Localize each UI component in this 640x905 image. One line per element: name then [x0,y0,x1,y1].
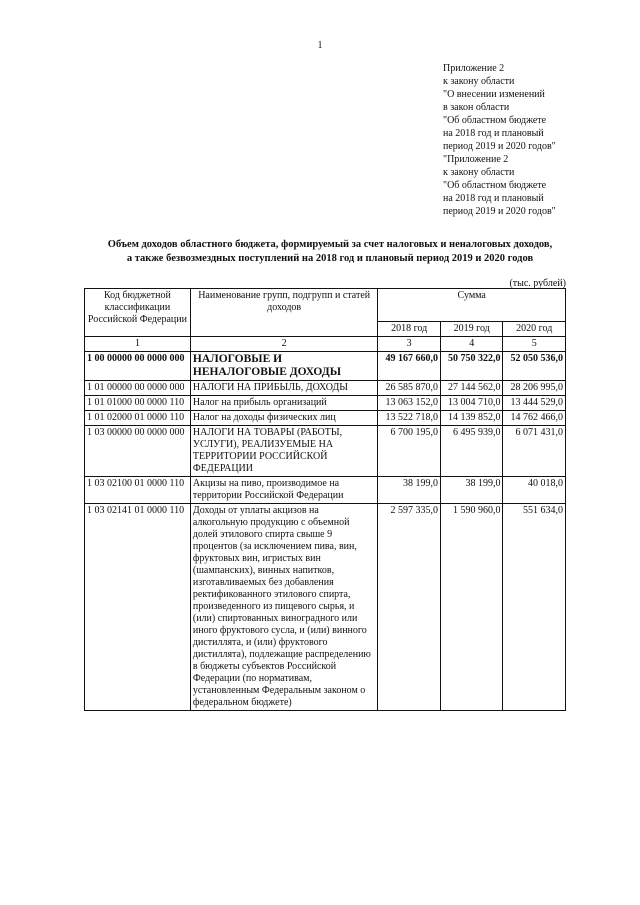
table-row [85,477,566,504]
appendix-line: к закону области [443,76,515,87]
appendix-line: "Об областном бюджете [443,180,547,191]
table-row [85,381,566,396]
row-value-2018: 2 597 335,0 [378,504,441,711]
appendix-line: период 2019 и 2020 годов" [443,141,556,152]
row-name: Доходы от уплаты акцизов на алкогольную продукцию с объемной долей этилового спирта свыше 9 процентов (за исключением пива, вин, фруктовых вин, игристых вин (шампанских), винных напитков, изготавливаемых без добавления ректификованного этилового спирта, произведенного из пищевого сырья, и (или) спиртованных виноградного или иного фруктового сусла, и (или) винного дистиллята, и (или) фруктового дистиллята), подлежащие распределению в бюджеты субъектов Российской Федерации (по нормативам, установленным Федеральным законом о федеральном бюджете) [190,504,378,711]
appendix-line: "Приложение 2 [443,154,509,165]
units-label: (тыс. рублей) [509,278,566,289]
row-code: 1 01 02000 01 0000 110 [85,411,191,426]
row-name: НАЛОГОВЫЕ И НЕНАЛОГОВЫЕ ДОХОДЫ [190,352,378,381]
row-value-2018: 26 585 870,0 [378,381,441,396]
page-number: 1 [317,40,323,51]
appendix-note [443,62,633,218]
revenue-table [84,288,566,711]
row-value-2020: 40 018,0 [503,477,566,504]
column-number: 4 [440,337,503,352]
appendix-line: на 2018 год и плановый [443,128,544,139]
document-title [70,238,590,266]
row-value-2020: 13 444 529,0 [503,396,566,411]
appendix-line: к закону области [443,167,515,178]
table-row [85,411,566,426]
row-code: 1 03 02100 01 0000 110 [85,477,191,504]
table-row [85,504,566,711]
row-value-2018: 13 522 718,0 [378,411,441,426]
column-number: 5 [503,337,566,352]
row-code: 1 03 00000 00 0000 000 [85,426,191,477]
column-number: 2 [190,337,378,352]
row-value-2020: 6 071 431,0 [503,426,566,477]
row-value-2018: 49 167 660,0 [378,352,441,381]
title-line-1: Объем доходов областного бюджета, формируемый за счет налоговых и неналоговых доходов, [107,239,553,250]
title-line-2: а также безвозмездных поступлений на 2018 год и плановый период 2019 и 2020 годов [126,253,534,264]
row-value-2020: 28 206 995,0 [503,381,566,396]
row-name: Акцизы на пиво, производимое на территории Российской Федерации [190,477,378,504]
table-row [85,426,566,477]
appendix-line: период 2019 и 2020 годов" [443,206,556,217]
row-value-2020: 14 762 466,0 [503,411,566,426]
appendix-line: "О внесении изменений [443,89,545,100]
row-code: 1 00 00000 00 0000 000 [85,352,191,381]
header-name: Наименование групп, подгрупп и статей доходов [190,289,378,337]
row-name: НАЛОГИ НА ТОВАРЫ (РАБОТЫ, УСЛУГИ), РЕАЛИЗУЕМЫЕ НА ТЕРРИТОРИИ РОССИЙСКОЙ ФЕДЕРАЦИИ [190,426,378,477]
row-value-2019: 38 199,0 [440,477,503,504]
row-value-2018: 6 700 195,0 [378,426,441,477]
row-code: 1 03 02141 01 0000 110 [85,504,191,711]
header-sum: Сумма [378,289,566,322]
row-value-2019: 13 004 710,0 [440,396,503,411]
row-code: 1 01 01000 00 0000 110 [85,396,191,411]
row-value-2020: 551 634,0 [503,504,566,711]
table-row [85,352,566,381]
row-name: НАЛОГИ НА ПРИБЫЛЬ, ДОХОДЫ [190,381,378,396]
column-number: 1 [85,337,191,352]
appendix-line: "Об областном бюджете [443,115,547,126]
row-value-2019: 14 139 852,0 [440,411,503,426]
row-value-2019: 50 750 322,0 [440,352,503,381]
row-name: Налог на прибыль организаций [190,396,378,411]
appendix-line: в закон области [443,102,510,113]
row-value-2019: 27 144 562,0 [440,381,503,396]
row-value-2018: 38 199,0 [378,477,441,504]
row-code: 1 01 00000 00 0000 000 [85,381,191,396]
header-year-2020: 2020 год [503,322,566,337]
column-number: 3 [378,337,441,352]
row-value-2018: 13 063 152,0 [378,396,441,411]
row-value-2019: 1 590 960,0 [440,504,503,711]
appendix-line: на 2018 год и плановый [443,193,544,204]
row-value-2020: 52 050 536,0 [503,352,566,381]
header-year-2018: 2018 год [378,322,441,337]
appendix-line: Приложение 2 [443,63,505,74]
header-year-2019: 2019 год [440,322,503,337]
row-name: Налог на доходы физических лиц [190,411,378,426]
row-value-2019: 6 495 939,0 [440,426,503,477]
table-row [85,396,566,411]
header-code: Код бюджетной классификации Российской Федерации [85,289,191,337]
